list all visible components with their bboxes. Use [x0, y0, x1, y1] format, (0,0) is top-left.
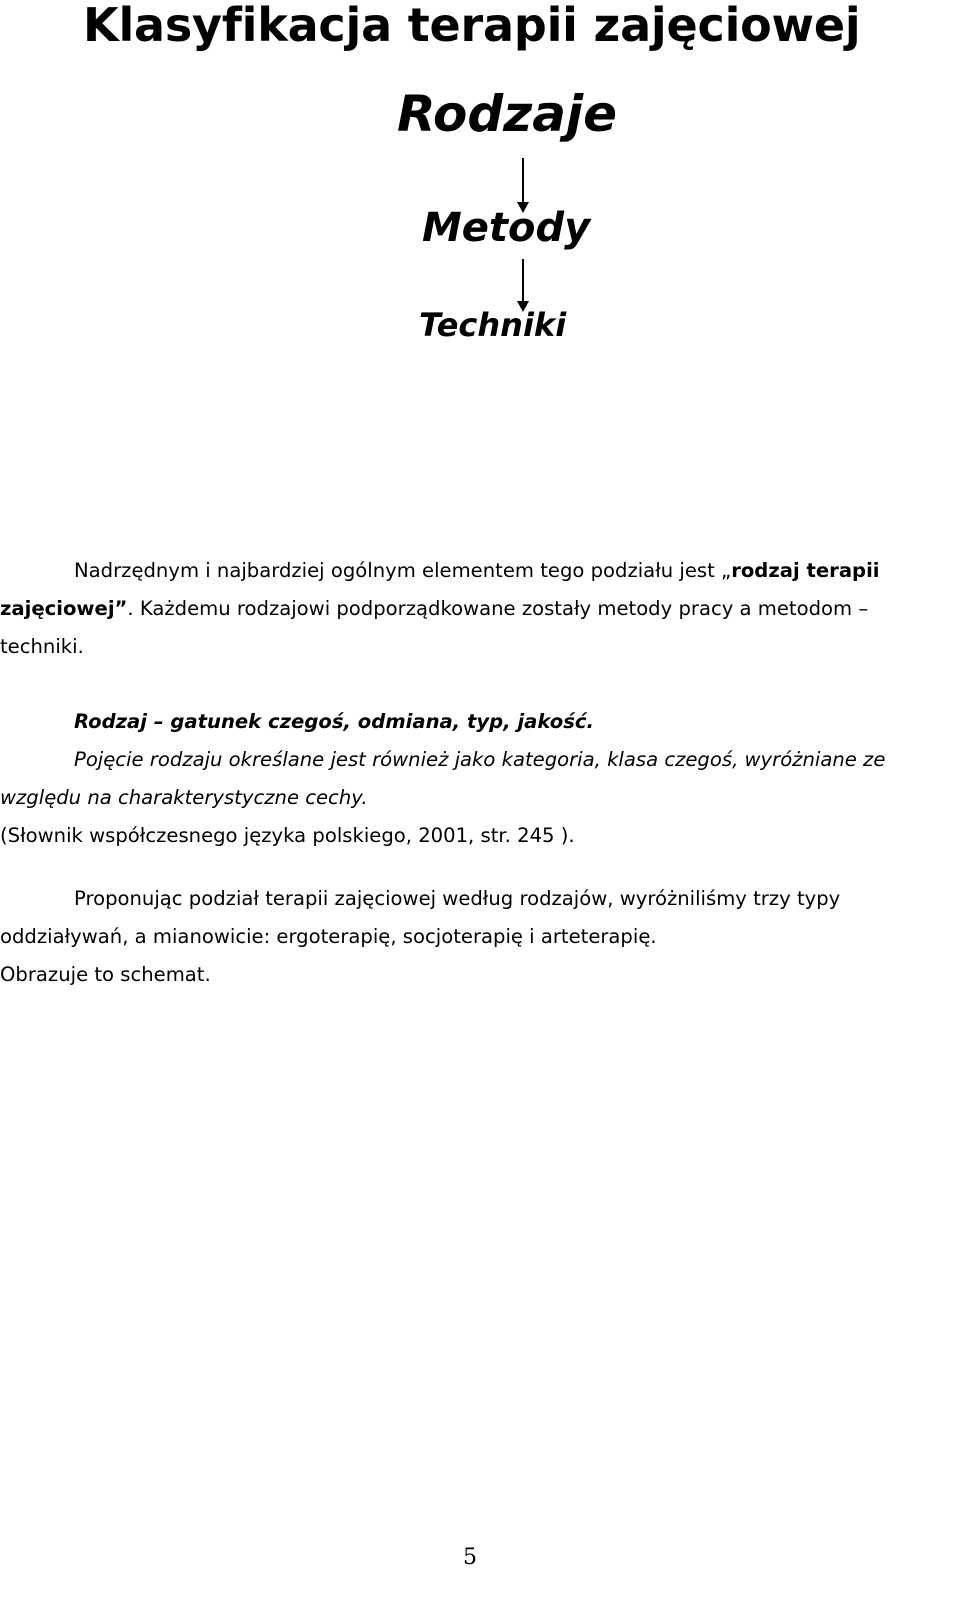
paragraph-line: Proponując podział terapii zajęciowej według rodzajów, wyróżniliśmy trzy typy [74, 887, 841, 910]
emphasis-text: zajęciowej” [0, 597, 128, 620]
paragraph-text: Nadrzędnym i najbardziej ogólnym elementem tego podziału jest „ [74, 559, 732, 582]
hierarchy-level-metody: Metody [422, 205, 591, 251]
definition-heading: Rodzaj – gatunek czegoś, odmiana, typ, jakość. [74, 710, 594, 733]
paragraph-text: . Każdemu rodzajowi podporządkowane zostały metody pracy a metodom – [127, 597, 869, 620]
paragraph-line [0, 590, 948, 628]
paragraph-line: techniki. [0, 635, 84, 658]
page-number: 5 [463, 1545, 477, 1570]
hierarchy-level-rodzaje: Rodzaje [397, 85, 618, 143]
paragraph-line [0, 552, 960, 590]
citation-source: (Słownik współczesnego języka polskiego, 2001, str. 245 ). [0, 824, 575, 847]
hierarchy-level-techniki: Techniki [419, 306, 567, 344]
document-title: Klasyfikacja terapii zajęciowej [83, 0, 861, 52]
emphasis-text: rodzaj terapii [731, 559, 880, 582]
definition-text: Pojęcie rodzaju określane jest również jako kategoria, klasa czegoś, wyróżniane ze [74, 748, 886, 771]
definition-text: względu na charakterystyczne cechy. [0, 786, 368, 809]
paragraph-line: Obrazuje to schemat. [0, 963, 211, 986]
paragraph-line: oddziaływań, a mianowicie: ergoterapię, socjoterapię i arteterapię. [0, 925, 657, 948]
